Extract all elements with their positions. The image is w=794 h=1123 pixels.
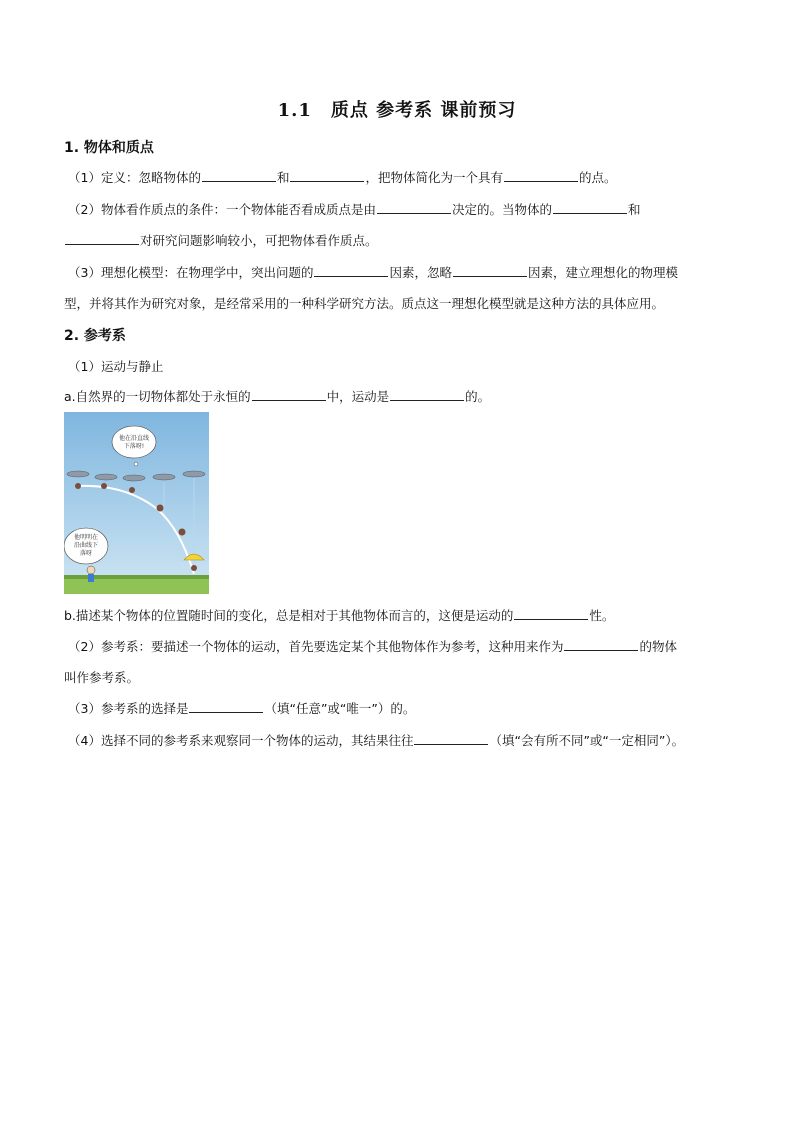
parachute-illustration [64,412,209,594]
ideal-model-text-3: 因素，建立理想化的物理模 [527,265,678,280]
ideal-model-line [68,263,678,281]
thought-bubble-left [64,528,108,564]
fill-blank[interactable] [314,264,388,277]
section-heading-objects-and-particles: 1. 物体和质点 [64,140,154,156]
parachutist [191,565,197,571]
ground-observer [87,566,95,582]
frame-choice-line [68,699,415,717]
condition-text-4: 对研究问题影响较小，可把物体看作质点。 [140,233,378,248]
condition-line-cont [64,231,378,249]
page-title: 1.1 质点 参考系 课前预习 [277,100,517,121]
ideal-model-line-cont: 型，并将其作为研究对象，是经常采用的一种科学研究方法。质点这一理想化模型就是这种方法的具体应用。 [64,296,665,311]
motion-a-text-3: 的。 [465,389,491,404]
condition-text-1: （2）物体看作质点的条件：一个物体能否看成质点是由 [68,202,376,217]
fill-blank[interactable] [65,232,139,245]
svg-text:沿曲线下: 沿曲线下 [73,542,99,549]
frame-choice-text-1: （3）参考系的选择是 [68,701,189,716]
condition-text-2: 决定的。当物体的 [451,202,552,217]
ideal-model-text-1: （3）理想化模型：在物理学中，突出问题的 [68,265,314,280]
fill-blank[interactable] [453,264,527,277]
motion-line-b [64,606,614,624]
frame-choice-text-2: （填“任意”或“唯一”）的。 [264,701,416,716]
motion-a-text-2: 中，运动是 [326,389,390,404]
motion-b-text-2: 性。 [589,608,615,623]
different-frames-line [68,731,684,749]
different-frames-text-1: （4）选择不同的参考系来观察同一个物体的运动，其结果往往 [68,733,414,748]
definition-text-2: 和 [276,170,290,185]
fill-blank[interactable] [414,732,488,745]
motion-rest-subheading: （1）运动与静止 [68,359,164,374]
motion-line-a [64,387,490,405]
ground-grass [64,578,209,594]
fill-blank[interactable] [553,201,627,214]
condition-text-3: 和 [627,202,641,217]
definition-text-1: （1）定义：忽略物体的 [68,170,201,185]
fill-blank[interactable] [514,607,588,620]
fill-blank[interactable] [202,169,276,182]
condition-line [68,200,641,218]
fill-blank[interactable] [377,201,451,214]
fill-blank[interactable] [189,700,263,713]
svg-text:他明明在: 他明明在 [73,534,99,541]
definition-line [68,168,617,186]
section-heading-reference-frame: 2. 参考系 [64,328,126,344]
definition-text-4: 的点。 [579,170,617,185]
fill-blank[interactable] [504,169,578,182]
fill-blank[interactable] [390,388,464,401]
different-frames-text-2: （填“会有所不同”或“一定相同”）。 [489,733,685,748]
svg-text:他在沿直线: 他在沿直线 [118,435,150,442]
motion-a-text-1: a.自然界的一切物体都处于永恒的 [64,389,251,404]
motion-b-text-1: b.描述某个物体的位置随时间的变化，总是相对于其他物体而言的，这便是运动的 [64,608,514,623]
fill-blank[interactable] [564,638,638,651]
fill-blank[interactable] [290,169,364,182]
fill-blank[interactable] [252,388,326,401]
parachute-scene-svg [64,412,209,594]
reference-frame-line-cont: 叫作参考系。 [64,670,140,685]
svg-text:下落呀!: 下落呀! [123,443,145,450]
reference-frame-line [68,637,677,655]
ideal-model-text-2: 因素，忽略 [389,265,452,280]
reference-frame-text-2: 的物体 [639,639,677,654]
svg-text:落呀: 落呀 [79,550,93,557]
reference-frame-text-1: （2）参考系：要描述一个物体的运动，首先要选定某个其他物体作为参考，这种用来作为 [68,639,564,654]
definition-text-3: ，把物体简化为一个具有 [365,170,503,185]
